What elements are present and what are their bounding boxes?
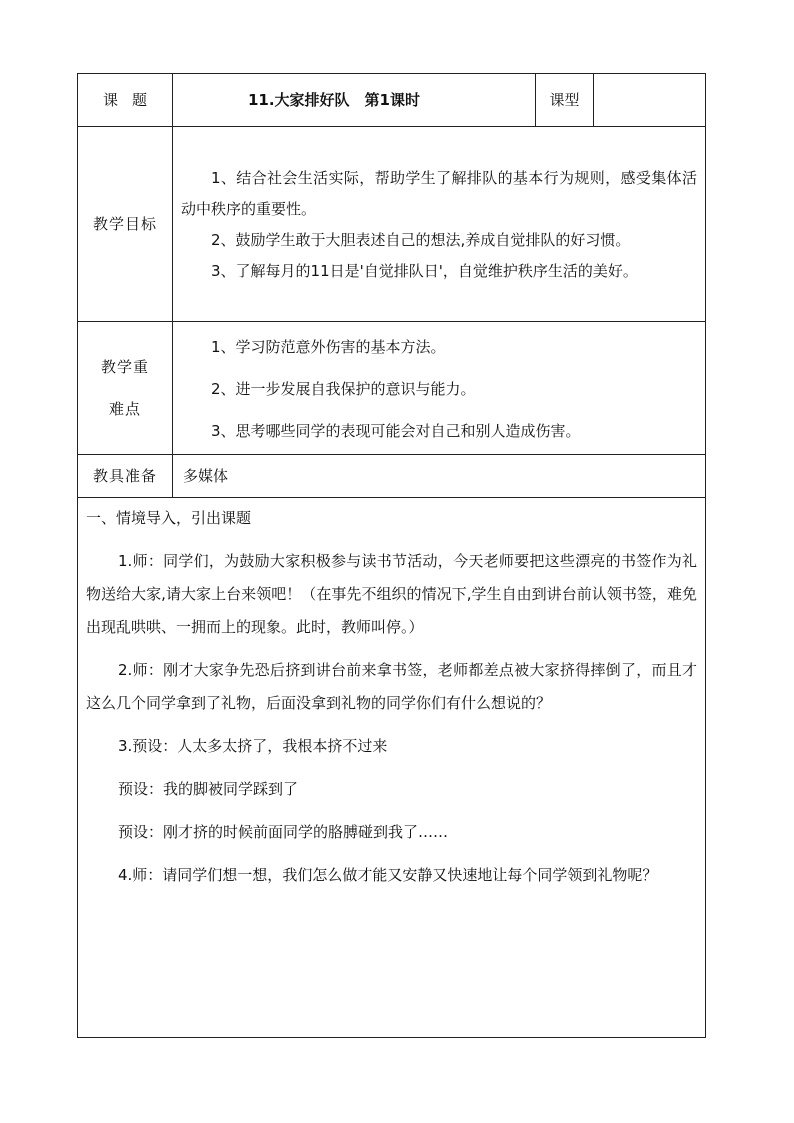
process-paragraph: 预设：刚才挤的时候前面同学的胳膊碰到我了…… (118, 823, 449, 841)
process-paragraph: 4.师：请同学们想一想，我们怎么做才能又安静又快速地让每个同学领到礼物呢？ (118, 866, 658, 884)
tools-label: 教具准备 (78, 455, 173, 498)
objectives-content (173, 127, 706, 322)
objective-item: 1、结合社会生活实际，帮助学生了解排队的基本行为规则，感受集体活动中秩序的重要性。 (181, 168, 697, 218)
process-heading: 一、情境导入，引出课题 (86, 509, 252, 527)
tools-row (78, 455, 706, 498)
key-points-row (78, 322, 706, 455)
objectives-label: 教学目标 (78, 127, 173, 322)
key-point-item: 1、学习防范意外伤害的基本方法。 (211, 338, 446, 356)
objective-item: 2、鼓励学生敢于大胆表述自己的想法,养成自觉排队的好习惯。 (211, 230, 631, 249)
title-label: 课题 (78, 74, 173, 127)
lesson-plan-table (77, 73, 706, 1038)
type-label: 课型 (536, 74, 594, 127)
title-row (78, 74, 706, 127)
process-paragraph: 3.预设：人太多太挤了，我根本挤不过来 (118, 737, 388, 755)
type-value (594, 74, 706, 127)
lesson-title: 11.大家排好队 第1课时 (173, 74, 536, 127)
process-paragraph: 预设：我的脚被同学踩到了 (118, 780, 299, 798)
process-paragraph: 2.师：刚才大家争先恐后挤到讲台前来拿书签，老师都差点被大家挤得摔倒了，而且才这么几个同学拿到了礼物，后面没拿到礼物的同学你们有什么想说的？ (86, 661, 697, 712)
key-point-item: 3、思考哪些同学的表现可能会对自己和别人造成伤害。 (211, 422, 581, 440)
key-points-label-line2: 难点 (108, 400, 141, 418)
process-content (78, 498, 706, 1038)
objective-item: 3、了解每月的11日是'自觉排队日'，自觉维护秩序生活的美好。 (211, 261, 638, 280)
tools-value: 多媒体 (173, 455, 706, 498)
key-points-content (173, 322, 706, 455)
key-points-label-line1: 教学重 (100, 358, 149, 376)
process-paragraph: 1.师：同学们，为鼓励大家积极参与读书节活动，今天老师要把这些漂亮的书签作为礼物送给大家,请大家上台来领吧！（在事先不组织的情况下,学生自由到讲台前认领书签，难免出现乱哄哄、一拥而上的现象。此时，教师叫停。） (86, 552, 697, 636)
key-points-label (78, 322, 173, 455)
process-row (78, 498, 706, 1038)
objectives-row (78, 127, 706, 322)
key-point-item: 2、进一步发展自我保护的意识与能力。 (211, 380, 476, 398)
